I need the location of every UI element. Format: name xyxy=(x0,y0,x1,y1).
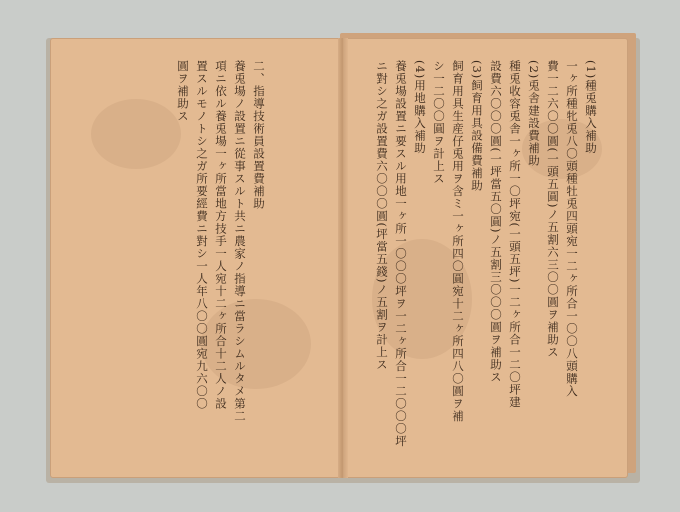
text-line: 置スルモノトシ之ガ所要經費ニ對シ一人年八〇〇圓宛九六〇〇 xyxy=(195,60,209,410)
text-line: 二、指導技術員設置費補助 xyxy=(252,60,266,210)
paper-stain xyxy=(91,99,181,169)
text-line: 一ヶ所種牝兎八〇頭種牡兎四頭宛一二ヶ所合一〇〇八頭購入 xyxy=(565,60,579,398)
text-line: 項ニ依ル養兎場一ヶ所當地方技手一人宛十二ヶ所合十二人ノ設 xyxy=(214,60,228,410)
text-line: (3)飼育用具設備費補助 xyxy=(470,60,484,192)
left-page-text xyxy=(173,60,268,460)
text-line: シ一二〇〇圓ヲ計上ス xyxy=(432,60,446,185)
text-line: 養兎場設置ニ要スル用地一ヶ所一〇〇〇坪ヲ一二ヶ所合一二〇〇〇坪 xyxy=(394,60,408,448)
text-line: 圓ヲ補助ス xyxy=(176,60,190,123)
text-line: (4)用地購入補助 xyxy=(413,60,427,155)
text-line: 種兎收容兎舎一ヶ所一〇坪宛(一頭五坪)一二ヶ所合一二〇坪建 xyxy=(508,60,522,409)
text-line: 養兎場ノ設置ニ從事スルト共ニ農家ノ指導ニ當ラシムルタメ第二 xyxy=(233,60,247,423)
text-line: 設費六〇〇〇圓(一坪當五〇圓)ノ五割三〇〇〇圓ヲ補助ス xyxy=(489,60,503,384)
text-line: (1)種兎購入補助 xyxy=(584,60,598,155)
right-page-text xyxy=(372,60,600,455)
book-gutter xyxy=(338,38,348,478)
text-line: 飼育用具生産仔兎用ヲ含ミ一ヶ所四〇圓宛十二ヶ所四八〇圓ヲ補 xyxy=(451,60,465,423)
text-line: (2)兎舎建設費補助 xyxy=(527,60,541,167)
text-line: ニ對シ之ガ設置費六〇〇〇圓(坪當五錢)ノ五割ヲ計上ス xyxy=(375,60,389,371)
text-line: 費一二六〇〇圓(一頭五圓)ノ五割六三〇〇圓ヲ補助ス xyxy=(546,60,560,359)
